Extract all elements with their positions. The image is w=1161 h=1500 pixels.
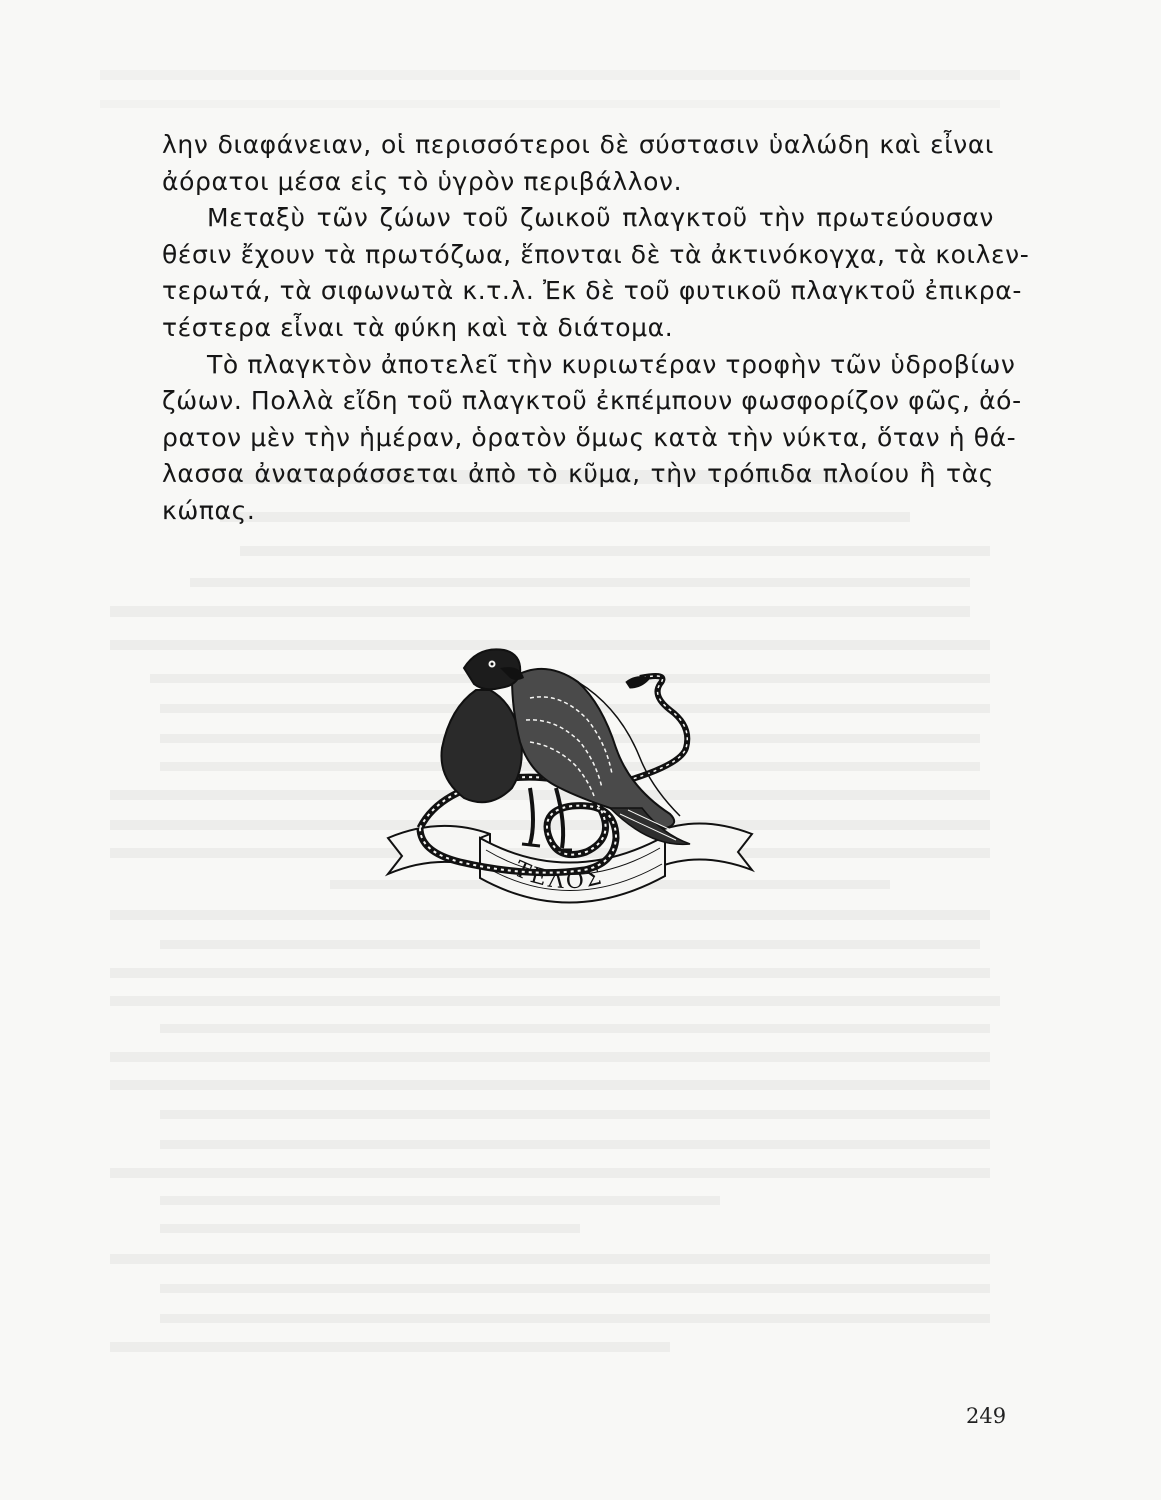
body-text [162,127,1030,530]
text-line: ζώων. Πολλὰ εἴδη τοῦ πλαγκτοῦ ἐκπέμπουν φωσφορίζον φῶς, ἀό- [162,386,1022,416]
text-line: λην διαφάνειαν, οἱ περισσότεροι δὲ σύστασιν ὑαλώδη καὶ εἶναι [162,130,994,159]
text-line: τέστερα εἶναι τὰ φύκη καὶ τὰ διάτομα. [162,312,674,342]
text-line: θέσιν ἔχουν τὰ πρωτόζωα, ἕπονται δὲ τὰ ἀκτινόκογχα, τὰ κοιλεν- [162,239,1030,269]
text-line: λασσα ἀναταράσσεται ἀπὸ τὸ κῦμα, τὴν τρόπιδα πλοίου ἢ τὰς [162,459,994,489]
text-line: ρατον μὲν τὴν ἡμέραν, ὁρατὸν ὅμως κατὰ τὴν νύκτα, ὅταν ἡ θά- [162,422,1017,452]
text-line: Τὸ πλαγκτὸν ἀποτελεῖ τὴν κυριωτέραν τροφὴν τῶν ὑδροβίων [207,349,1016,379]
eagle-and-serpent-icon [380,638,760,920]
text-line: τερωτά, τὰ σιφωνωτὰ κ.τ.λ. Ἐκ δὲ τοῦ φυτικοῦ πλαγκτοῦ ἐπικρα- [162,276,1022,306]
banner-text: ΤΕΛΟΣ [510,856,607,895]
text-line: κώπας. [162,495,256,525]
page-number: 249 [966,1404,1007,1428]
text-line: ἀόρατοι μέσα εἰς τὸ ὑγρὸν περιβάλλον. [162,166,683,196]
eagle [441,649,690,850]
text-line: Μεταξὺ τῶν ζώων τοῦ ζωικοῦ πλαγκτοῦ τὴν πρωτεύουσαν [207,203,994,233]
